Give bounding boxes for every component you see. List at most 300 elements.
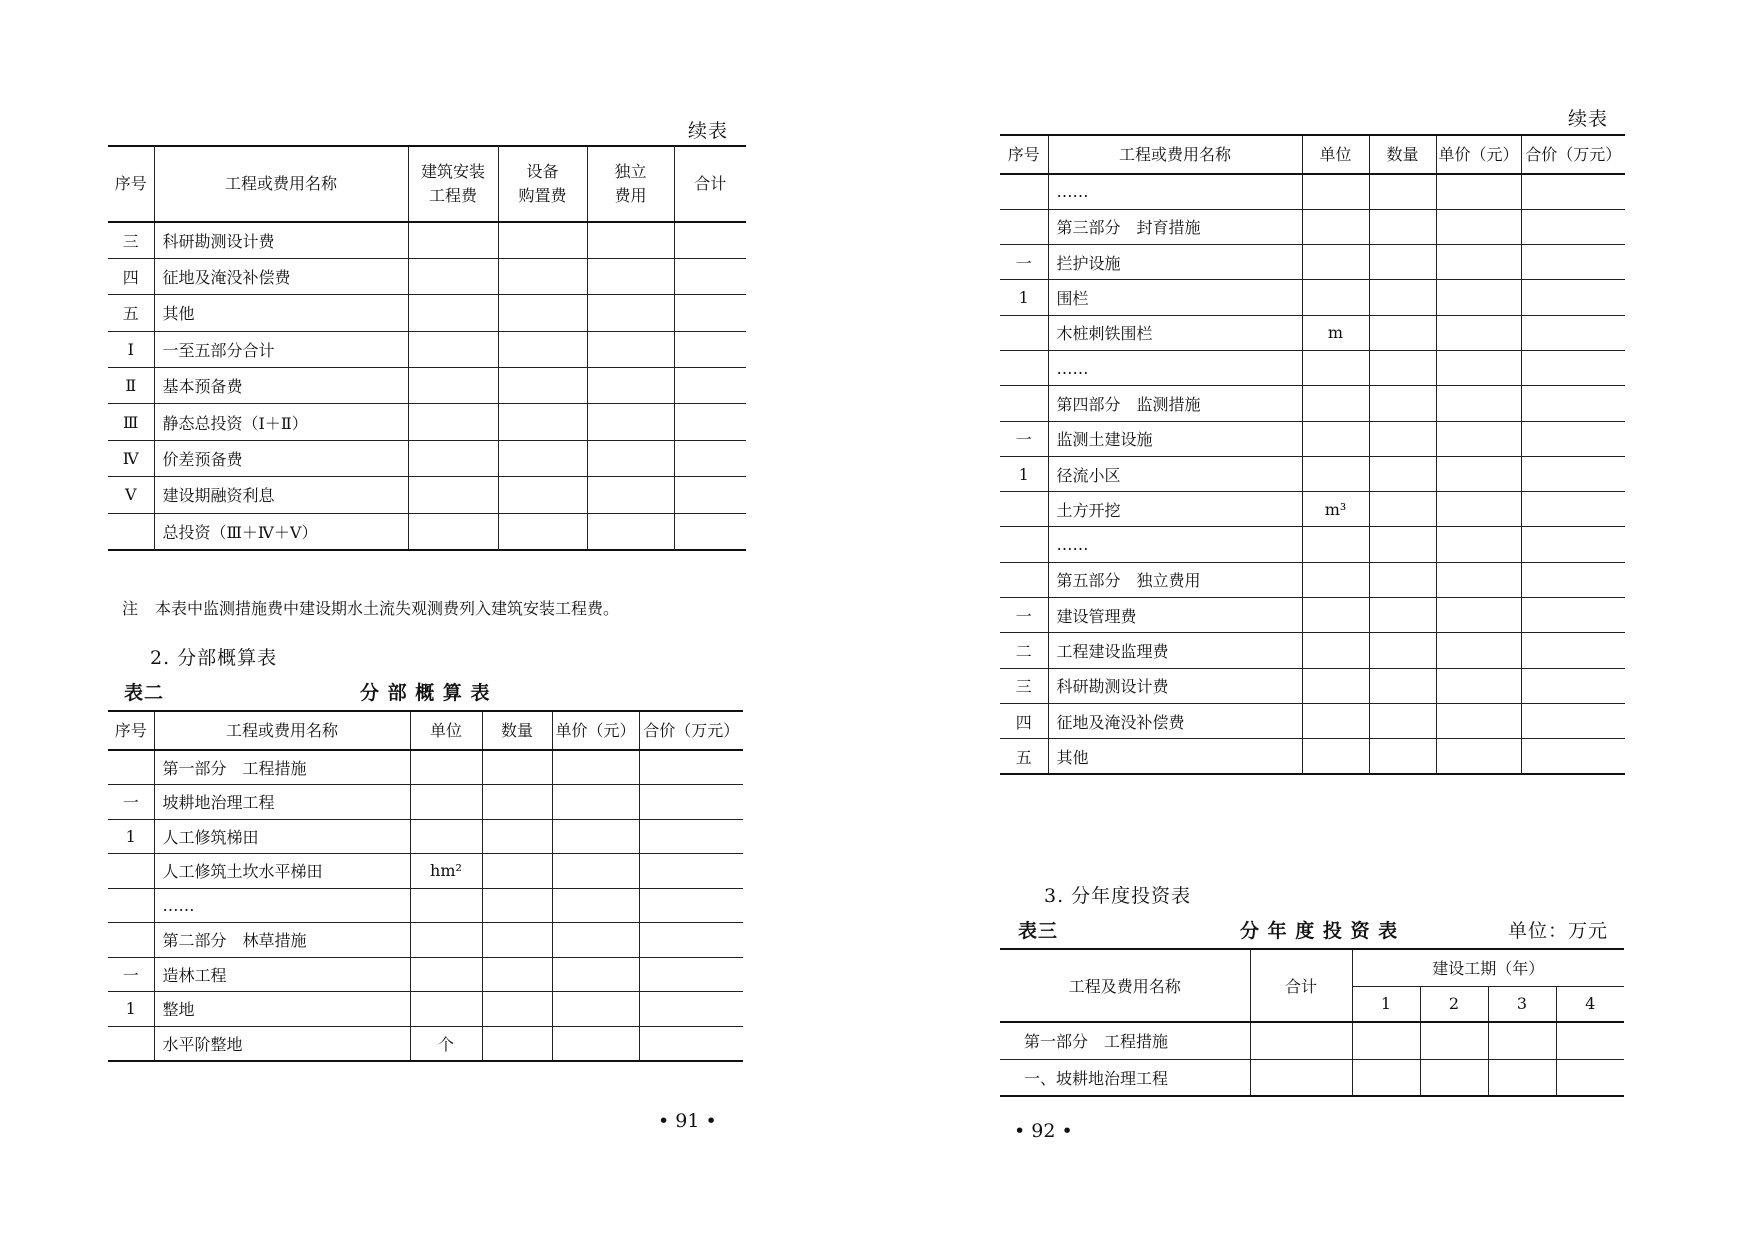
- column-header: 单价（元）: [1436, 135, 1521, 174]
- row-item-name: 第一部分 工程措施: [1000, 1022, 1250, 1059]
- table3-label: 表三: [1018, 920, 1059, 942]
- empty-cell: [1369, 598, 1436, 633]
- column-header: 数量: [482, 711, 552, 750]
- row-unit: [1302, 386, 1369, 421]
- row-item-name: 拦护设施: [1048, 245, 1302, 280]
- row-index: 三: [1000, 668, 1048, 703]
- row-item-name: 基本预备费: [154, 368, 408, 404]
- empty-cell: [1521, 739, 1625, 774]
- summary-estimate-table-continued: [108, 145, 746, 551]
- empty-cell: [1369, 421, 1436, 456]
- empty-cell: [674, 331, 746, 367]
- row-unit: [1302, 456, 1369, 491]
- table-row: [108, 331, 746, 367]
- row-unit: [1302, 174, 1369, 209]
- row-item-name: 工程建设监理费: [1048, 633, 1302, 668]
- empty-cell: [498, 513, 587, 549]
- row-index: 1: [108, 992, 154, 1027]
- empty-cell: [408, 368, 498, 404]
- row-item-name: 围栏: [1048, 280, 1302, 315]
- row-index: Ⅳ: [108, 440, 154, 476]
- table-row: [108, 295, 746, 331]
- empty-cell: [1352, 1022, 1420, 1059]
- row-item-name: 第五部分 独立费用: [1048, 562, 1302, 597]
- column-header: 序号: [108, 711, 154, 750]
- row-unit: [1302, 562, 1369, 597]
- empty-cell: [1369, 174, 1436, 209]
- empty-cell: [639, 923, 743, 958]
- table-row: [1000, 245, 1625, 280]
- empty-cell: [552, 854, 639, 889]
- empty-cell: [408, 258, 498, 294]
- table-row: [1000, 492, 1625, 527]
- empty-cell: [1521, 492, 1625, 527]
- empty-cell: [674, 440, 746, 476]
- empty-cell: [1369, 386, 1436, 421]
- empty-cell: [674, 295, 746, 331]
- empty-cell: [1436, 703, 1521, 738]
- row-index: Ⅱ: [108, 368, 154, 404]
- empty-cell: [1369, 492, 1436, 527]
- table-row: [108, 1026, 743, 1061]
- row-item-name: 其他: [154, 295, 408, 331]
- header-total: 合计: [1250, 949, 1352, 1022]
- table-row: [108, 477, 746, 513]
- empty-cell: [587, 513, 674, 549]
- empty-cell: [408, 477, 498, 513]
- empty-cell: [1352, 1059, 1420, 1096]
- row-unit: [410, 750, 482, 785]
- empty-cell: [482, 785, 552, 820]
- empty-cell: [552, 957, 639, 992]
- row-item-name: 总投资（Ⅲ＋Ⅳ＋Ⅴ）: [154, 513, 408, 549]
- row-unit: [1302, 421, 1369, 456]
- row-item-name: 人工修筑梯田: [154, 819, 410, 854]
- empty-cell: [408, 295, 498, 331]
- table-row: [108, 957, 743, 992]
- row-unit: 个: [410, 1026, 482, 1061]
- empty-cell: [408, 440, 498, 476]
- row-index: 三: [108, 222, 154, 258]
- row-index: [1000, 315, 1048, 350]
- table-row: [108, 923, 743, 958]
- row-item-name: 监测土建设施: [1048, 421, 1302, 456]
- empty-cell: [1420, 1059, 1488, 1096]
- empty-cell: [1556, 1022, 1624, 1059]
- empty-cell: [1521, 633, 1625, 668]
- empty-cell: [1436, 245, 1521, 280]
- table3-title: 分 年 度 投 资 表: [1240, 920, 1399, 942]
- empty-cell: [639, 750, 743, 785]
- row-index: [108, 1026, 154, 1061]
- row-item-name: 第一部分 工程措施: [154, 750, 410, 785]
- empty-cell: [552, 888, 639, 923]
- empty-cell: [482, 888, 552, 923]
- row-item-name: 第二部分 林草措施: [154, 923, 410, 958]
- table-row: [1000, 280, 1625, 315]
- table-row: [108, 750, 743, 785]
- annual-investment-table: [1000, 948, 1624, 1097]
- empty-cell: [498, 331, 587, 367]
- table-row: [108, 785, 743, 820]
- empty-cell: [587, 368, 674, 404]
- row-index: 五: [1000, 739, 1048, 774]
- empty-cell: [1420, 1022, 1488, 1059]
- row-item-name: 静态总投资（Ⅰ＋Ⅱ）: [154, 404, 408, 440]
- empty-cell: [1521, 245, 1625, 280]
- row-item-name: 土方开挖: [1048, 492, 1302, 527]
- row-item-name: 科研勘测设计费: [154, 222, 408, 258]
- empty-cell: [1521, 668, 1625, 703]
- table-row: [108, 888, 743, 923]
- column-header: 建筑安装 工程费: [408, 146, 498, 222]
- empty-cell: [482, 1026, 552, 1061]
- row-item-name: 建设期融资利息: [154, 477, 408, 513]
- table-row: [1000, 562, 1625, 597]
- row-index: [108, 854, 154, 889]
- row-index: 四: [108, 258, 154, 294]
- table-row: [108, 440, 746, 476]
- empty-cell: [1436, 492, 1521, 527]
- row-item-name: ……: [1048, 527, 1302, 562]
- header-year: 3: [1488, 986, 1556, 1022]
- row-item-name: ……: [1048, 174, 1302, 209]
- empty-cell: [482, 854, 552, 889]
- empty-cell: [1521, 456, 1625, 491]
- row-index: 1: [1000, 456, 1048, 491]
- continued-label-left: 续表: [688, 120, 729, 142]
- row-unit: [410, 888, 482, 923]
- table2-title: 分 部 概 算 表: [360, 682, 491, 704]
- empty-cell: [1369, 209, 1436, 244]
- column-header: 单位: [410, 711, 482, 750]
- table-note-label: 注: [122, 599, 139, 618]
- empty-cell: [498, 258, 587, 294]
- empty-cell: [498, 295, 587, 331]
- table-row: [108, 513, 746, 549]
- page-number-left: • 91 •: [658, 1110, 717, 1132]
- empty-cell: [674, 404, 746, 440]
- header-year: 1: [1352, 986, 1420, 1022]
- empty-cell: [1369, 633, 1436, 668]
- row-unit: [1302, 633, 1369, 668]
- empty-cell: [552, 750, 639, 785]
- empty-cell: [639, 785, 743, 820]
- row-item-name: 造林工程: [154, 957, 410, 992]
- table-row: [108, 258, 746, 294]
- table-row: [108, 222, 746, 258]
- empty-cell: [587, 331, 674, 367]
- empty-cell: [482, 819, 552, 854]
- empty-cell: [408, 404, 498, 440]
- table-row: [1000, 1022, 1624, 1059]
- empty-cell: [674, 513, 746, 549]
- row-unit: [410, 957, 482, 992]
- row-index: [108, 923, 154, 958]
- table-row: [1000, 598, 1625, 633]
- table3-unit: 单位：万元: [1508, 920, 1609, 942]
- empty-cell: [1521, 421, 1625, 456]
- empty-cell: [1521, 386, 1625, 421]
- row-item-name: 一至五部分合计: [154, 331, 408, 367]
- table-row: [108, 992, 743, 1027]
- row-index: [1000, 527, 1048, 562]
- empty-cell: [639, 888, 743, 923]
- empty-cell: [1521, 598, 1625, 633]
- table-row: [108, 854, 743, 889]
- empty-cell: [552, 819, 639, 854]
- empty-cell: [674, 258, 746, 294]
- row-item-name: 其他: [1048, 739, 1302, 774]
- empty-cell: [552, 785, 639, 820]
- column-header: 独立 费用: [587, 146, 674, 222]
- table-row: [108, 819, 743, 854]
- row-index: 一: [1000, 598, 1048, 633]
- row-index: 1: [108, 819, 154, 854]
- empty-cell: [498, 404, 587, 440]
- column-header: 单价（元）: [552, 711, 639, 750]
- empty-cell: [674, 368, 746, 404]
- row-index: 一: [108, 785, 154, 820]
- empty-cell: [482, 957, 552, 992]
- empty-cell: [1369, 456, 1436, 491]
- empty-cell: [1369, 739, 1436, 774]
- row-unit: [410, 923, 482, 958]
- empty-cell: [1436, 739, 1521, 774]
- empty-cell: [1250, 1022, 1352, 1059]
- empty-cell: [1369, 350, 1436, 385]
- section-heading-2: 2. 分部概算表: [150, 647, 278, 669]
- table-row: [1000, 1059, 1624, 1096]
- row-unit: [1302, 739, 1369, 774]
- table-row: [1000, 350, 1625, 385]
- row-unit: [1302, 668, 1369, 703]
- empty-cell: [1521, 174, 1625, 209]
- row-item-name: 水平阶整地: [154, 1026, 410, 1061]
- table-note-text: 本表中监测措施费中建设期水土流失观测费列入建筑安装工程费。: [155, 599, 620, 618]
- table-row: [1000, 386, 1625, 421]
- table-row: [1000, 633, 1625, 668]
- empty-cell: [639, 854, 743, 889]
- empty-cell: [1521, 703, 1625, 738]
- empty-cell: [639, 992, 743, 1027]
- row-item-name: 征地及淹没补偿费: [154, 258, 408, 294]
- column-header: 工程或费用名称: [154, 711, 410, 750]
- empty-cell: [1369, 315, 1436, 350]
- empty-cell: [482, 923, 552, 958]
- page-number-right: • 92 •: [1014, 1120, 1073, 1142]
- row-index: [1000, 492, 1048, 527]
- table-row: [1000, 421, 1625, 456]
- column-header: 单位: [1302, 135, 1369, 174]
- row-index: [1000, 386, 1048, 421]
- row-index: [108, 750, 154, 785]
- empty-cell: [498, 477, 587, 513]
- row-index: Ⅰ: [108, 331, 154, 367]
- empty-cell: [1436, 421, 1521, 456]
- table-row: [1000, 174, 1625, 209]
- row-unit: [1302, 703, 1369, 738]
- empty-cell: [482, 750, 552, 785]
- empty-cell: [1436, 633, 1521, 668]
- row-index: Ⅲ: [108, 404, 154, 440]
- row-item-name: ……: [154, 888, 410, 923]
- row-item-name: 建设管理费: [1048, 598, 1302, 633]
- empty-cell: [1436, 598, 1521, 633]
- empty-cell: [408, 513, 498, 549]
- empty-cell: [408, 331, 498, 367]
- empty-cell: [498, 222, 587, 258]
- empty-cell: [1369, 280, 1436, 315]
- empty-cell: [1521, 315, 1625, 350]
- empty-cell: [587, 258, 674, 294]
- row-unit: [410, 785, 482, 820]
- row-index: [108, 513, 154, 549]
- row-index: 一: [1000, 421, 1048, 456]
- table-row: [1000, 739, 1625, 774]
- row-unit: m: [1302, 315, 1369, 350]
- table2-label: 表二: [124, 682, 165, 704]
- empty-cell: [1436, 456, 1521, 491]
- empty-cell: [1250, 1059, 1352, 1096]
- empty-cell: [639, 957, 743, 992]
- empty-cell: [1521, 527, 1625, 562]
- header-item-name: 工程及费用名称: [1000, 949, 1250, 1022]
- empty-cell: [1436, 386, 1521, 421]
- empty-cell: [1369, 562, 1436, 597]
- row-index: Ⅴ: [108, 477, 154, 513]
- empty-cell: [1369, 703, 1436, 738]
- column-header: 序号: [108, 146, 154, 222]
- table-row: [1000, 668, 1625, 703]
- header-construction-period: 建设工期（年）: [1352, 949, 1624, 986]
- empty-cell: [587, 222, 674, 258]
- empty-cell: [482, 992, 552, 1027]
- row-unit: [410, 819, 482, 854]
- empty-cell: [1436, 668, 1521, 703]
- row-index: [1000, 350, 1048, 385]
- sub-estimate-table-continued: [1000, 134, 1625, 775]
- empty-cell: [1369, 668, 1436, 703]
- empty-cell: [587, 404, 674, 440]
- empty-cell: [674, 222, 746, 258]
- empty-cell: [552, 1026, 639, 1061]
- row-index: [108, 888, 154, 923]
- continued-label-right: 续表: [1568, 108, 1609, 130]
- header-year: 4: [1556, 986, 1624, 1022]
- empty-cell: [639, 1026, 743, 1061]
- row-unit: [1302, 245, 1369, 280]
- row-item-name: 第三部分 封育措施: [1048, 209, 1302, 244]
- empty-cell: [1436, 174, 1521, 209]
- table-row: [1000, 527, 1625, 562]
- row-index: 一: [1000, 245, 1048, 280]
- empty-cell: [1369, 245, 1436, 280]
- column-header: 数量: [1369, 135, 1436, 174]
- table-row: [1000, 315, 1625, 350]
- table-row: [1000, 703, 1625, 738]
- column-header: 合计: [674, 146, 746, 222]
- row-index: 一: [108, 957, 154, 992]
- empty-cell: [1488, 1059, 1556, 1096]
- row-unit: [1302, 280, 1369, 315]
- row-item-name: ……: [1048, 350, 1302, 385]
- row-index: [1000, 174, 1048, 209]
- section-heading-3: 3. 分年度投资表: [1044, 885, 1192, 907]
- row-item-name: 价差预备费: [154, 440, 408, 476]
- column-header: 工程或费用名称: [1048, 135, 1302, 174]
- row-item-name: 整地: [154, 992, 410, 1027]
- row-item-name: 征地及淹没补偿费: [1048, 703, 1302, 738]
- empty-cell: [1436, 350, 1521, 385]
- table-row: [108, 404, 746, 440]
- row-item-name: 木桩刺铁围栏: [1048, 315, 1302, 350]
- empty-cell: [1436, 209, 1521, 244]
- column-header: 设备 购置费: [498, 146, 587, 222]
- row-unit: [1302, 598, 1369, 633]
- empty-cell: [1436, 562, 1521, 597]
- row-index: 五: [108, 295, 154, 331]
- header-year: 2: [1420, 986, 1488, 1022]
- row-unit: hm²: [410, 854, 482, 889]
- empty-cell: [587, 440, 674, 476]
- empty-cell: [587, 295, 674, 331]
- empty-cell: [552, 992, 639, 1027]
- empty-cell: [1521, 562, 1625, 597]
- empty-cell: [408, 222, 498, 258]
- row-index: [1000, 562, 1048, 597]
- column-header: 工程或费用名称: [154, 146, 408, 222]
- empty-cell: [639, 819, 743, 854]
- sub-estimate-table: [108, 710, 743, 1062]
- row-unit: [410, 992, 482, 1027]
- table-row: [1000, 456, 1625, 491]
- empty-cell: [1556, 1059, 1624, 1096]
- empty-cell: [552, 923, 639, 958]
- row-item-name: 人工修筑土坎水平梯田: [154, 854, 410, 889]
- row-unit: [1302, 209, 1369, 244]
- table-row: [1000, 209, 1625, 244]
- empty-cell: [1436, 315, 1521, 350]
- empty-cell: [1488, 1022, 1556, 1059]
- row-index: 四: [1000, 703, 1048, 738]
- empty-cell: [1521, 209, 1625, 244]
- row-item-name: 径流小区: [1048, 456, 1302, 491]
- empty-cell: [587, 477, 674, 513]
- row-item-name: 一、坡耕地治理工程: [1000, 1059, 1250, 1096]
- row-index: 1: [1000, 280, 1048, 315]
- empty-cell: [674, 477, 746, 513]
- row-index: 二: [1000, 633, 1048, 668]
- empty-cell: [1436, 280, 1521, 315]
- row-index: [1000, 209, 1048, 244]
- row-item-name: 科研勘测设计费: [1048, 668, 1302, 703]
- table-row: [108, 368, 746, 404]
- column-header: 合价（万元）: [1521, 135, 1625, 174]
- empty-cell: [1436, 527, 1521, 562]
- row-unit: [1302, 527, 1369, 562]
- empty-cell: [1521, 350, 1625, 385]
- empty-cell: [498, 440, 587, 476]
- row-unit: [1302, 350, 1369, 385]
- row-item-name: 第四部分 监测措施: [1048, 386, 1302, 421]
- empty-cell: [1369, 527, 1436, 562]
- row-unit: m³: [1302, 492, 1369, 527]
- row-item-name: 坡耕地治理工程: [154, 785, 410, 820]
- empty-cell: [498, 368, 587, 404]
- column-header: 序号: [1000, 135, 1048, 174]
- empty-cell: [1521, 280, 1625, 315]
